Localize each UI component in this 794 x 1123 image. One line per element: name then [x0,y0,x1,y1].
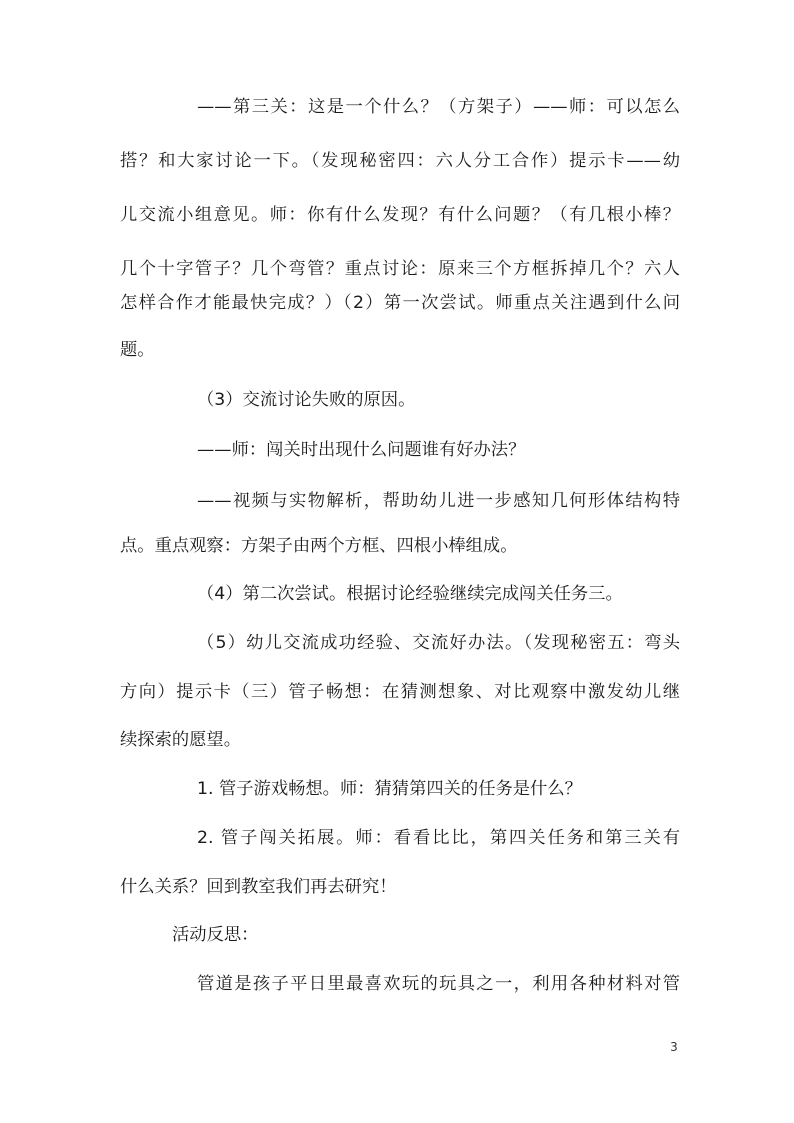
paragraph-line: ——师：闯关时出现什么问题谁有好办法？ [197,440,526,460]
paragraph-line: （3）交流讨论失败的原因。 [197,390,416,410]
paragraph-line: 方向）提示卡（三）管子畅想：在猜测想象、对比观察中激发幼儿继 [120,682,680,702]
paragraph-line: 管道是孩子平日里最喜欢玩的玩具之一，利用各种材料对管 [197,974,680,994]
paragraph-line: 儿交流小组意见。师：你有什么发现？有什么问题？（有几根小棒？ [120,205,680,225]
page-number: 3 [670,1040,678,1054]
paragraph-line: 什么关系？回到教室我们再去研究！ [120,877,397,897]
paragraph-line: （5）幼儿交流成功经验、交流好办法。（发现秘密五：弯头 [197,633,680,653]
list-item: 2. 管子闯关拓展。师：看看比比，第四关任务和第三关有 [197,828,680,848]
paragraph-line: 题。 [120,340,155,360]
paragraph-line: ——第三关：这是一个什么？（方架子）——师：可以怎么 [197,97,680,117]
paragraph-line: ——视频与实物解析，帮助幼儿进一步感知几何形体结构特 [197,491,680,511]
paragraph-line: 怎样合作才能最快完成？）（2）第一次尝试。师重点关注遇到什么问 [120,293,680,313]
paragraph-line: 续探索的愿望。 [120,730,241,750]
paragraph-line: 搭？和大家讨论一下。（发现秘密四：六人分工合作）提示卡——幼 [120,151,680,171]
list-item: 1. 管子游戏畅想。师：猜猜第四关的任务是什么？ [197,779,582,799]
paragraph-line: 几个十字管子？几个弯管？重点讨论：原来三个方框拆掉几个？六人 [120,259,680,279]
paragraph-line: （4）第二次尝试。根据讨论经验继续完成闯关任务三。 [197,584,623,604]
section-heading: 活动反思： [172,925,259,945]
paragraph-line: 点。重点观察：方架子由两个方框、四根小棒组成。 [120,536,518,556]
